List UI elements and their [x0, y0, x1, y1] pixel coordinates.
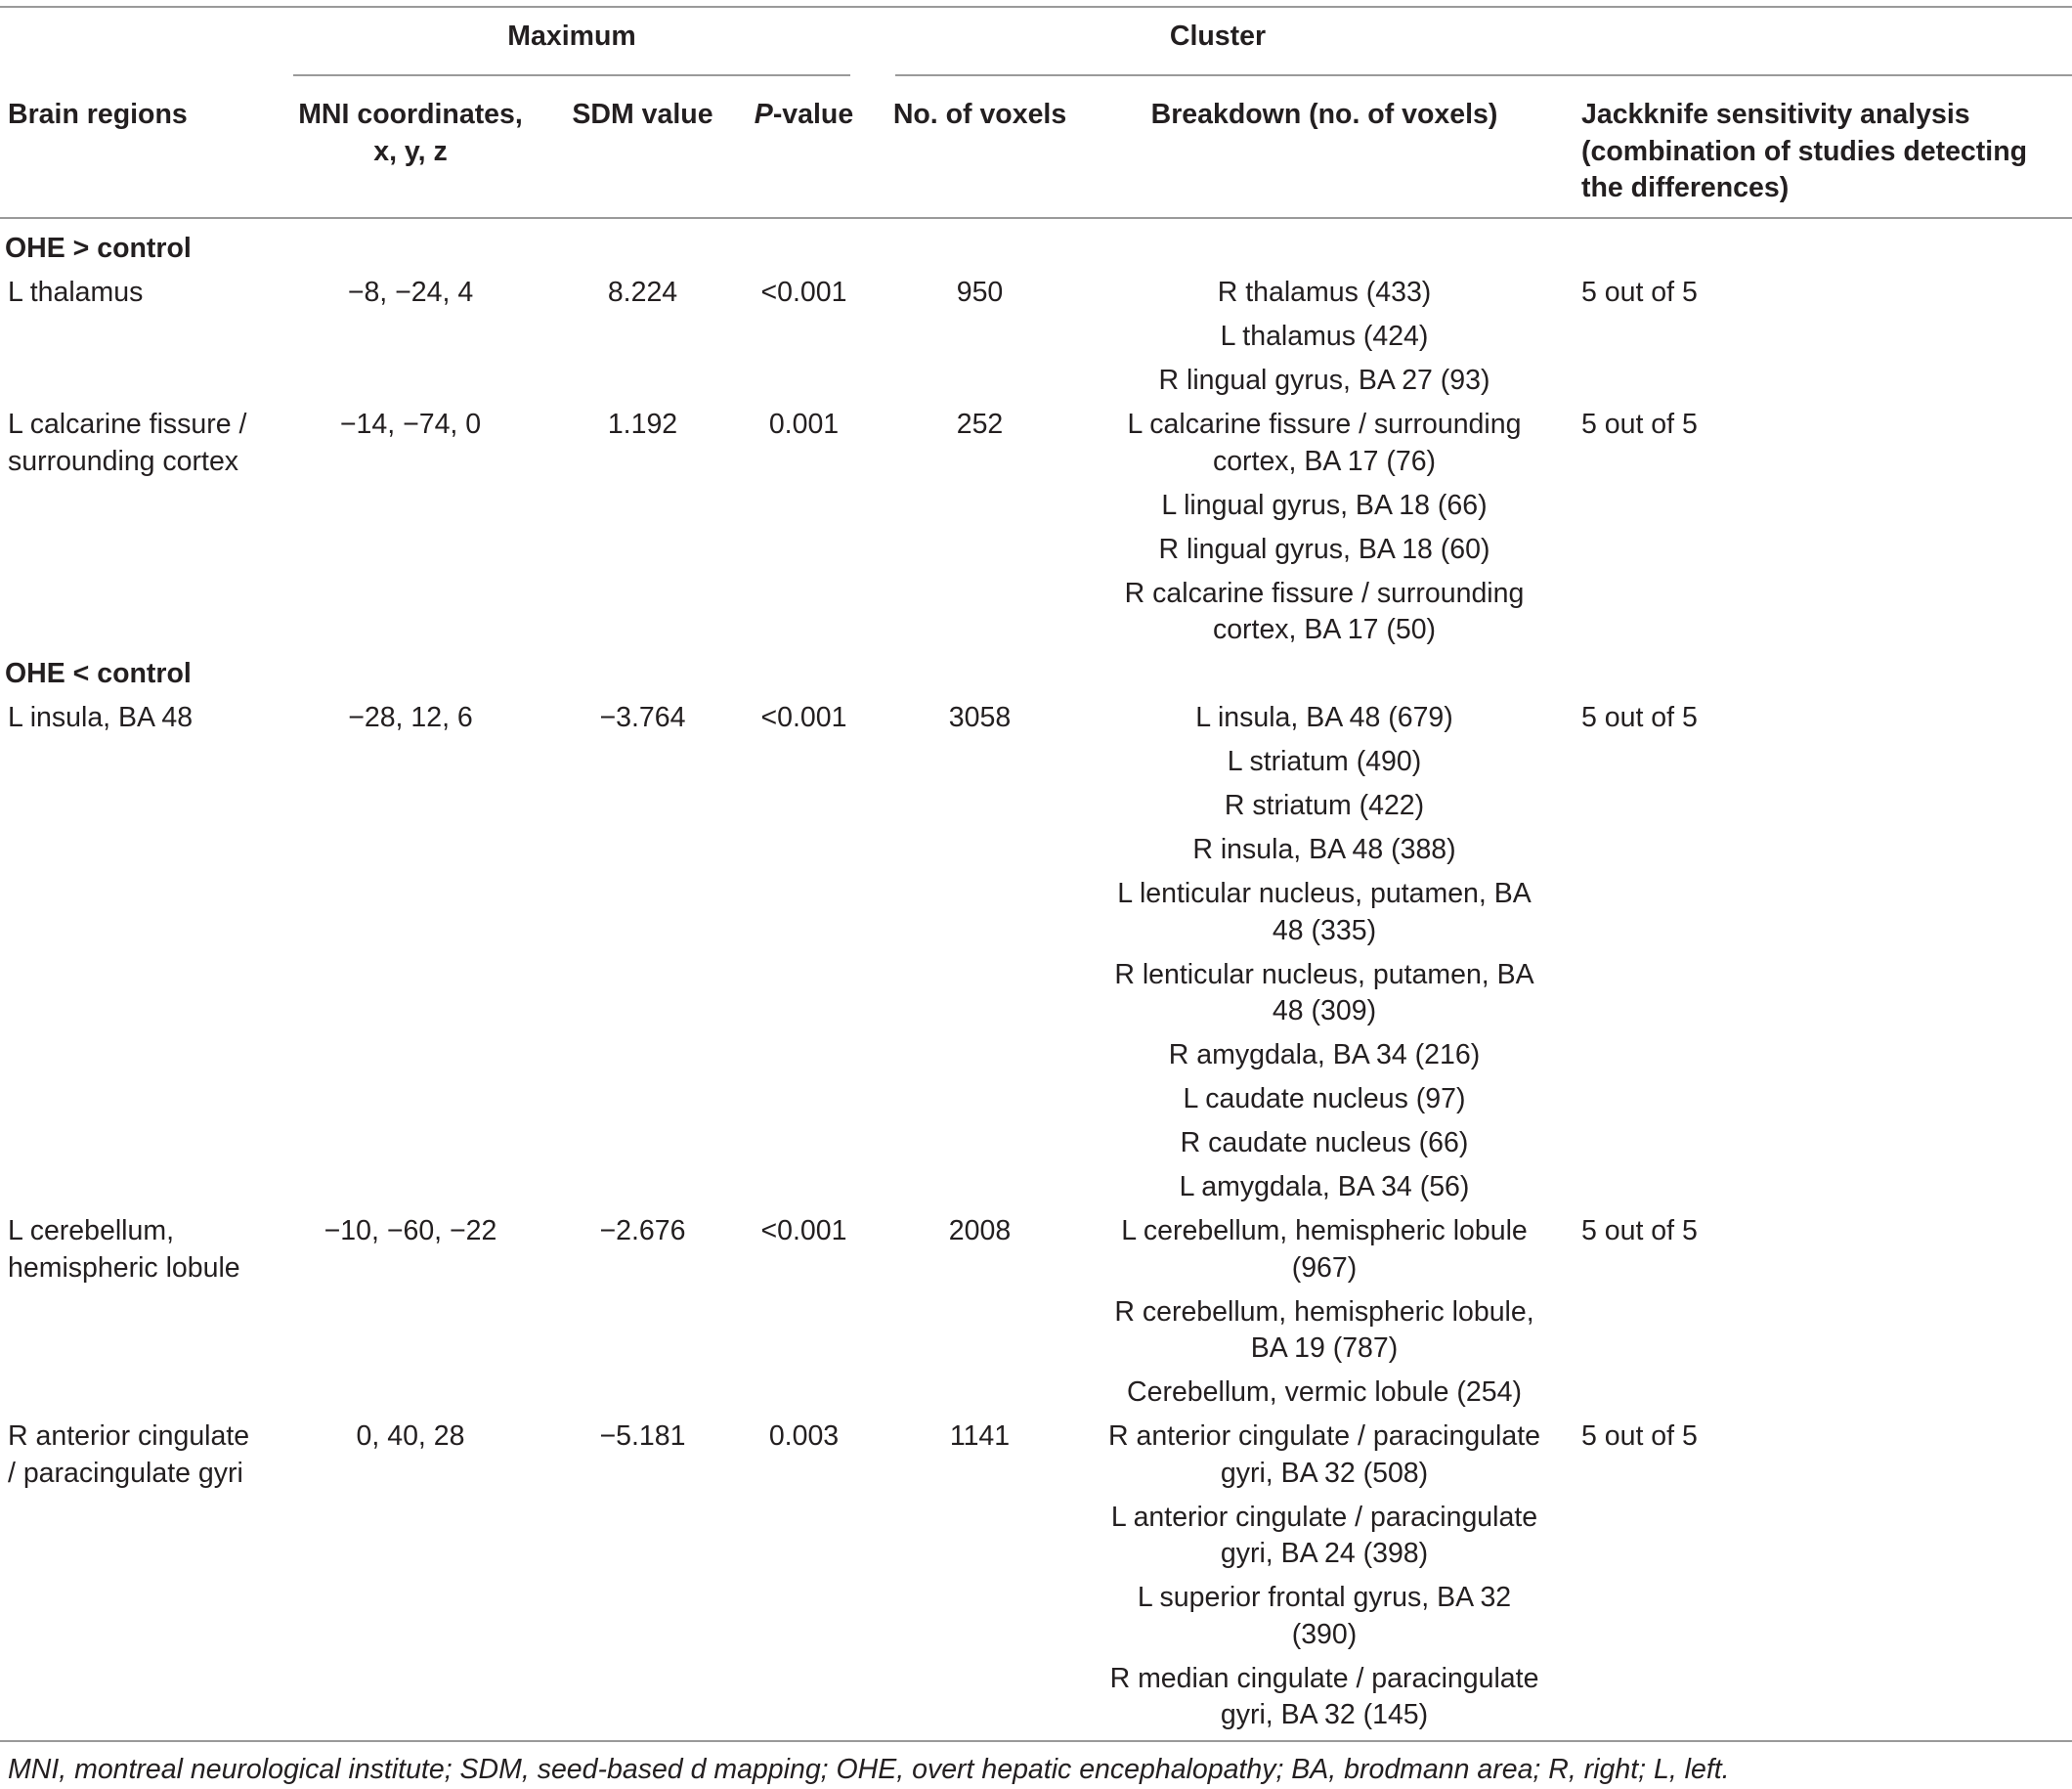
voxels-cell: 3058 — [948, 702, 1012, 733]
voxels-cell: 252 — [956, 409, 1004, 440]
cluster-group-rule — [895, 74, 2072, 76]
header-bottom-rule — [0, 217, 2072, 219]
mni-cell: −28, 12, 6 — [348, 702, 473, 733]
breakdown-item: R cerebellum, hemispheric lobule, — [1114, 1295, 1534, 1328]
region-cell: L thalamus — [8, 277, 144, 308]
jackknife-cell: 5 out of 5 — [1581, 277, 1698, 308]
section-title: OHE < control — [5, 658, 192, 689]
breakdown-item: R median cingulate / paracingulate — [1109, 1662, 1539, 1694]
breakdown-item: BA 19 (787) — [1250, 1332, 1399, 1364]
region-cell: L calcarine fissure / — [8, 409, 247, 440]
mni-cell: −10, −60, −22 — [324, 1215, 497, 1246]
breakdown-item: R thalamus (433) — [1217, 277, 1432, 308]
sdm-cell: −5.181 — [599, 1420, 686, 1452]
top-rule — [0, 6, 2072, 8]
breakdown-item: L striatum (490) — [1227, 746, 1422, 777]
section-title: OHE > control — [5, 233, 192, 264]
region-cell: L insula, BA 48 — [8, 702, 194, 733]
breakdown-item: cortex, BA 17 (50) — [1212, 614, 1437, 645]
mni-cell: −14, −74, 0 — [339, 409, 482, 440]
group-header-cluster: Cluster — [1169, 21, 1267, 52]
breakdown-item: R lingual gyrus, BA 18 (60) — [1158, 533, 1490, 565]
breakdown-item: L thalamus (424) — [1220, 321, 1429, 352]
maximum-group-rule — [293, 74, 850, 76]
breakdown-item: gyri, BA 32 (508) — [1220, 1457, 1429, 1489]
jackknife-cell: 5 out of 5 — [1581, 409, 1698, 440]
column-header-jackknife — [1581, 97, 2027, 207]
region-cell: surrounding cortex — [8, 445, 239, 477]
p-value-cell: <0.001 — [760, 702, 847, 733]
breakdown-item: 48 (309) — [1272, 995, 1377, 1026]
jackknife-cell: 5 out of 5 — [1581, 1215, 1698, 1246]
breakdown-item: R lingual gyrus, BA 27 (93) — [1158, 365, 1490, 396]
breakdown-item: R amygdala, BA 34 (216) — [1168, 1039, 1481, 1070]
breakdown-item: R striatum (422) — [1224, 790, 1425, 821]
jackknife-cell: 5 out of 5 — [1581, 702, 1698, 733]
breakdown-item: L insula, BA 48 (679) — [1195, 702, 1453, 733]
breakdown-item: gyri, BA 32 (145) — [1220, 1699, 1429, 1730]
breakdown-item: L calcarine fissure / surrounding — [1127, 409, 1522, 440]
region-cell: R anterior cingulate — [8, 1420, 250, 1452]
column-header-brain-regions: Brain regions — [8, 99, 188, 130]
column-header-breakdown: Breakdown (no. of voxels) — [1150, 99, 1498, 130]
column-header-mni — [283, 97, 538, 170]
region-cell: hemispheric lobule — [8, 1251, 240, 1284]
column-header-voxels: No. of voxels — [892, 99, 1067, 130]
breakdown-item: L amygdala, BA 34 (56) — [1179, 1171, 1470, 1202]
breakdown-item: L lingual gyrus, BA 18 (66) — [1161, 489, 1488, 521]
sdm-cell: 1.192 — [607, 409, 678, 440]
voxels-cell: 950 — [956, 277, 1004, 308]
sdm-cell: −3.764 — [599, 702, 686, 733]
p-value-cell: <0.001 — [760, 277, 847, 308]
sdm-cell: 8.224 — [607, 277, 678, 308]
breakdown-item: L lenticular nucleus, putamen, BA — [1117, 878, 1532, 909]
p-value-cell: 0.001 — [768, 409, 840, 440]
voxels-cell: 2008 — [948, 1215, 1012, 1246]
breakdown-item: cortex, BA 17 (76) — [1212, 445, 1437, 477]
column-header-sdm: SDM value — [572, 99, 713, 130]
column-header-jackknife-line3: the differences) — [1581, 172, 1790, 203]
column-header-p-italic: P — [754, 99, 773, 130]
breakdown-item: L caudate nucleus (97) — [1183, 1083, 1466, 1114]
column-header-mni-line1: MNI coordinates, — [298, 99, 523, 130]
column-header-p-rest: -value — [772, 99, 854, 130]
breakdown-item: R insula, BA 48 (388) — [1192, 834, 1456, 865]
breakdown-item: R lenticular nucleus, putamen, BA — [1114, 958, 1534, 990]
breakdown-item: gyri, BA 24 (398) — [1220, 1538, 1429, 1569]
mni-cell: −8, −24, 4 — [347, 277, 474, 308]
breakdown-item: Cerebellum, vermic lobule (254) — [1127, 1376, 1522, 1408]
region-cell: L cerebellum, — [8, 1215, 175, 1246]
breakdown-item: (390) — [1291, 1618, 1358, 1650]
breakdown-item: L anterior cingulate / paracingulate — [1110, 1501, 1538, 1533]
column-header-mni-line2: x, y, z — [373, 135, 448, 167]
breakdown-item: R calcarine fissure / surrounding — [1124, 577, 1525, 609]
p-value-cell: <0.001 — [760, 1215, 847, 1246]
column-header-jackknife-line1: Jackknife sensitivity analysis — [1581, 99, 1970, 130]
group-header-maximum: Maximum — [507, 21, 636, 52]
table-bottom-rule — [0, 1740, 2072, 1742]
breakdown-item: R anterior cingulate / paracingulate — [1107, 1420, 1540, 1452]
jackknife-cell: 5 out of 5 — [1581, 1420, 1698, 1452]
column-header-jackknife-line2: (combination of studies detecting — [1581, 135, 2028, 167]
breakdown-item: (967) — [1291, 1251, 1358, 1284]
sdm-cell: −2.676 — [599, 1215, 686, 1246]
footnote: MNI, montreal neurological institute; SDM, seed-based d mapping; OHE, overt hepatic encephalopathy; BA, brodmann area; R, right; L, left. — [8, 1754, 1730, 1785]
breakdown-item: R caudate nucleus (66) — [1180, 1127, 1469, 1158]
p-value-cell: 0.003 — [768, 1420, 840, 1452]
region-cell: / paracingulate gyri — [8, 1457, 243, 1489]
breakdown-item: L superior frontal gyrus, BA 32 — [1137, 1582, 1512, 1613]
breakdown-item: 48 (335) — [1272, 914, 1377, 946]
mni-cell: 0, 40, 28 — [356, 1420, 465, 1452]
breakdown-item: L cerebellum, hemispheric lobule — [1121, 1215, 1528, 1246]
voxels-cell: 1141 — [949, 1420, 1011, 1452]
column-header-p-value — [738, 97, 870, 134]
